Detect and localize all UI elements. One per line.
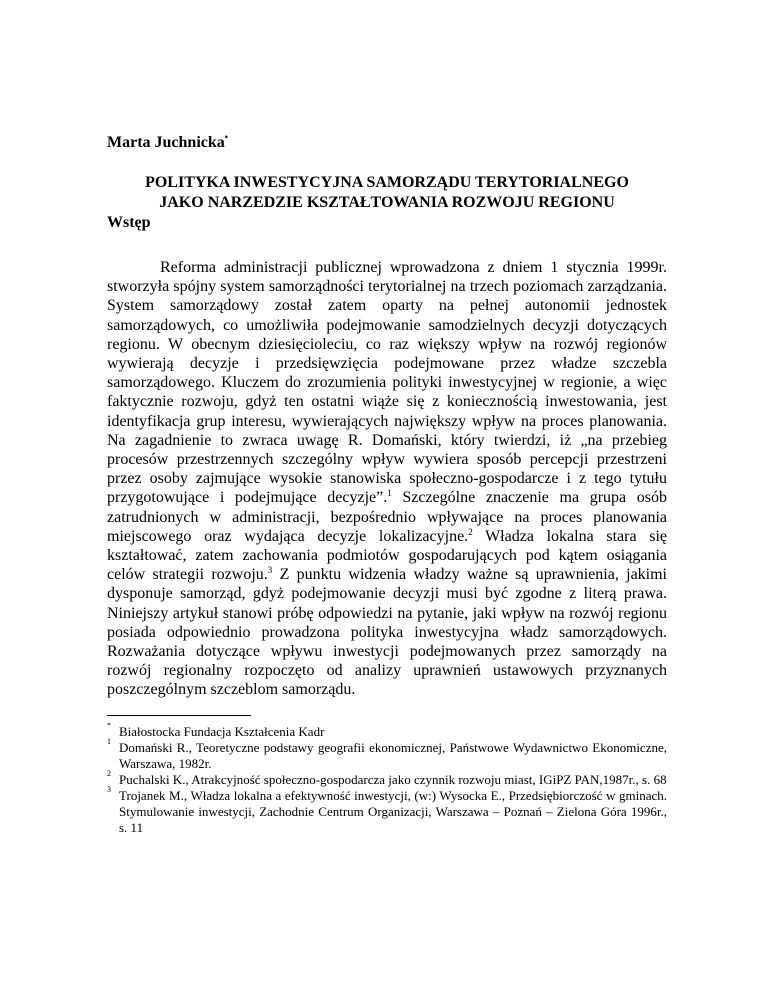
footnote-mark: 3 bbox=[107, 785, 111, 794]
author-name-text: Marta Juchnicka bbox=[107, 134, 225, 151]
body-paragraph bbox=[107, 258, 667, 700]
body-text-part-3: Władza lokalna stara się kształtować, zatem zachowania podmiotów gospodarujących pod kątem osiągania celów strategii rozwoju. bbox=[107, 527, 667, 584]
footnote-text: Domański R., Teoretyczne podstawy geografii ekonomicznej, Państwowe Wydawnictwo Ekonomiczne, Warszawa, 1982r. bbox=[119, 740, 667, 771]
footnote-ref-1: 1 bbox=[387, 488, 392, 499]
footnote-item bbox=[107, 737, 667, 772]
footnote-item bbox=[107, 721, 667, 740]
article-title bbox=[107, 173, 667, 213]
footnote-mark: 2 bbox=[107, 769, 111, 778]
footnote-mark: * bbox=[107, 721, 111, 730]
article-title-line-1: POLITYKA INWESTYCYJNA SAMORZĄDU TERYTORIALNEGO bbox=[145, 174, 629, 191]
section-heading: Wstęp bbox=[107, 214, 151, 231]
footnote-mark: 1 bbox=[107, 737, 111, 746]
footnotes bbox=[107, 721, 667, 836]
body-text-part-1: Reforma administracji publicznej wprowadzona z dniem 1 stycznia 1999r. stworzyła spójny system samorządności terytorialnej na trzech poziomach zarządzania. System samorządowy został zatem oparty na pełnej autonomii jednostek samorządowych, co umożliwiła podejmowanie samodzielnych decyzji dotyczących regionu. W obecnym dziesięcioleciu, co raz większy wpływ na rozwój regionów wywierają decyzje i przedsięwzięcia podejmowane przez władze szczebla samorządowego. Kluczem do zrozumienia polityki inwestycyjnej w regionie, a więc faktycznie rozwoju, gdyż ten ostatni wiąże się z koniecznością inwestowania, jest identyfikacja grup interesu, wywierających największy wpływ na proces planowania. Na zagadnienie to zwraca uwagę R. Domański, który twierdzi, iż „na przebieg procesów przestrzennych szczególny wpływ wywiera sposób percepcji przestrzeni przez osoby zajmujące wysokie stanowiska społeczno-gospodarcze i z tego tytułu przygotowujące i podejmujące decyzje”. bbox=[107, 259, 667, 507]
author-name bbox=[107, 133, 228, 153]
footnote-ref-2: 2 bbox=[468, 526, 473, 537]
footnote-text: Trojanek M., Władza lokalna a efektywność inwestycji, (w:) Wysocka E., Przedsiębiorczość w gminach. Stymulowanie inwestycji, Zachodnie Centrum Organizacji, Warszawa – Poznań – Zielona Góra 1996r., s. 11 bbox=[119, 788, 667, 835]
footnote-divider bbox=[107, 715, 251, 716]
body-text-part-4: Z punktu widzenia władzy ważne są uprawnienia, jakimi dysponuje samorząd, gdyż podejmowanie decyzji musi być zgodne z literą prawa. Niniejszy artykuł stanowi próbę odpowiedzi na pytanie, jaki wpływ na rozwój regionu posiada odpowiednio prowadzona polityka inwestycyjna władz samorządowych. Rozważania dotyczące wpływu inwestycji podejmowanych przez samorządy na rozwój regionalny rozpoczęto od analizy uprawnień ustawowych przyznanych poszczególnym szczeblom samorządu. bbox=[107, 566, 668, 699]
footnote-text: Puchalski K., Atrakcyjność społeczno-gospodarcza jako czynnik rozwoju miast, IGiPZ PAN,1987r., s. 68 bbox=[119, 772, 667, 787]
footnote-item bbox=[107, 785, 667, 836]
footnote-item bbox=[107, 769, 667, 788]
footnote-text: Białostocka Fundacja Kształcenia Kadr bbox=[119, 724, 325, 739]
author-footnote-mark: • bbox=[224, 132, 228, 142]
article-title-line-2: JAKO NARZEDZIE KSZTAŁTOWANIA ROZWOJU REGIONU bbox=[159, 194, 615, 211]
body-text-part-2: Szczególne znaczenie ma grupa osób zatrudnionych w administracji, bezpośrednio wpływające na proces planowania miejscowego oraz wydająca decyzje lokalizacyjne. bbox=[107, 489, 667, 545]
footnote-ref-3: 3 bbox=[267, 565, 273, 576]
